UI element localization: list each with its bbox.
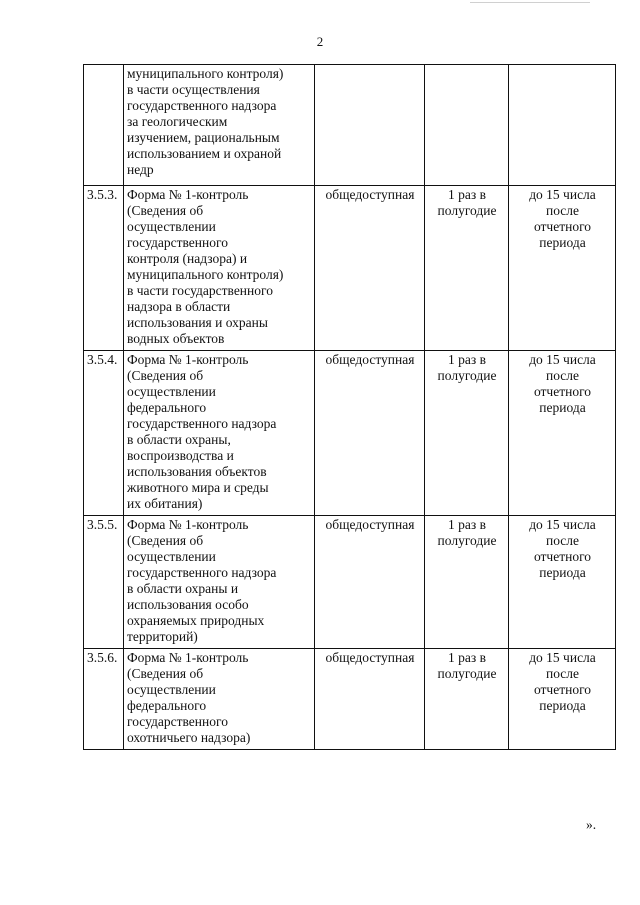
text-line: охотничьего надзора): [127, 730, 251, 745]
cell-number: 3.5.3.: [84, 186, 124, 351]
text-line: использования особо: [127, 597, 249, 612]
cell-form-name: [124, 516, 315, 649]
text-line: воспроизводства и: [127, 448, 234, 463]
cell-frequency: [425, 351, 509, 516]
text-line: после: [545, 533, 580, 548]
table-row-3-5-3: [84, 186, 616, 351]
text-line: до 15 числа: [529, 517, 596, 532]
cell-access-empty: [315, 65, 425, 186]
text-line: их обитания): [127, 496, 203, 511]
text-line: использования объектов: [127, 464, 267, 479]
text-line: государственного: [127, 235, 228, 250]
text-line: осуществлении: [127, 549, 216, 564]
text-line: водных объектов: [127, 331, 225, 346]
text-line: полугодие: [437, 666, 497, 681]
text-line: периода: [539, 400, 586, 415]
cell-form-name: [124, 186, 315, 351]
text-line: 1 раз в: [448, 187, 486, 202]
text-line: Форма № 1-контроль: [127, 187, 249, 202]
text-line: осуществлении: [127, 682, 216, 697]
cell-number: 3.5.6.: [84, 649, 124, 750]
closing-quote-mark: ».: [586, 817, 597, 832]
text-line: в части государственного: [127, 283, 273, 298]
text-line: полугодие: [437, 203, 497, 218]
text-line: надзора в области: [127, 299, 231, 314]
text-line: государственного надзора: [127, 98, 277, 113]
text-line: Форма № 1-контроль: [127, 352, 249, 367]
text-line: муниципального контроля): [127, 66, 284, 81]
cell-number: 3.5.4.: [84, 351, 124, 516]
text-line: осуществлении: [127, 219, 216, 234]
text-line: периода: [539, 565, 586, 580]
text-line: (Сведения об: [127, 666, 204, 681]
text-line: осуществлении: [127, 384, 216, 399]
text-line: до 15 числа: [529, 650, 596, 665]
cell-number: 3.5.5.: [84, 516, 124, 649]
cell-deadline: [509, 351, 616, 516]
text-line: федерального: [127, 698, 207, 713]
cell-deadline: [509, 516, 616, 649]
cell-number-empty: [84, 65, 124, 186]
cell-frequency: [425, 186, 509, 351]
text-line: после: [545, 368, 580, 383]
table-row-3-5-4: [84, 351, 616, 516]
cell-frequency-empty: [425, 65, 509, 186]
table-row-continuation: [84, 65, 616, 186]
cell-access: общедоступная: [315, 186, 425, 351]
text-line: государственного надзора: [127, 565, 277, 580]
table-body: [84, 65, 616, 750]
cell-deadline: [509, 649, 616, 750]
text-line: периода: [539, 235, 586, 250]
cell-deadline: [509, 186, 616, 351]
text-line: (Сведения об: [127, 368, 204, 383]
cell-deadline-empty: [509, 65, 616, 186]
text-line: государственного: [127, 714, 228, 729]
text-line: государственного надзора: [127, 416, 277, 431]
text-line: в части осуществления: [127, 82, 260, 97]
text-line: (Сведения об: [127, 533, 204, 548]
text-line: животного мира и среды: [127, 480, 269, 495]
text-line: в области охраны и: [127, 581, 239, 596]
text-line: за геологическим: [127, 114, 228, 129]
cell-access: общедоступная: [315, 351, 425, 516]
text-line: до 15 числа: [529, 187, 596, 202]
table-row-3-5-5: [84, 516, 616, 649]
cell-form-name: [124, 351, 315, 516]
text-line: полугодие: [437, 533, 497, 548]
text-line: после: [545, 203, 580, 218]
text-line: муниципального контроля): [127, 267, 284, 282]
text-line: 1 раз в: [448, 650, 486, 665]
text-line: контроля (надзора) и: [127, 251, 248, 266]
text-line: недр: [127, 162, 154, 177]
cell-frequency: [425, 649, 509, 750]
text-line: отчетного: [533, 549, 592, 564]
cell-form-name: [124, 649, 315, 750]
text-line: использованием и охраной: [127, 146, 282, 161]
text-line: федерального: [127, 400, 207, 415]
text-line: изучением, рациональным: [127, 130, 280, 145]
cell-access: общедоступная: [315, 516, 425, 649]
text-line: использования и охраны: [127, 315, 268, 330]
text-line: отчетного: [533, 384, 592, 399]
text-line: территорий): [127, 629, 198, 644]
text-line: 1 раз в: [448, 517, 486, 532]
text-line: 1 раз в: [448, 352, 486, 367]
text-line: периода: [539, 698, 586, 713]
cell-form-name: [124, 65, 315, 186]
text-line: Форма № 1-контроль: [127, 650, 249, 665]
text-line: (Сведения об: [127, 203, 204, 218]
text-line: полугодие: [437, 368, 497, 383]
cell-frequency: [425, 516, 509, 649]
text-line: отчетного: [533, 219, 592, 234]
text-line: до 15 числа: [529, 352, 596, 367]
reporting-forms-table: [83, 64, 616, 750]
page-number: 2: [316, 34, 324, 49]
table-row-3-5-6: [84, 649, 616, 750]
text-line: охраняемых природных: [127, 613, 265, 628]
text-line: после: [545, 666, 580, 681]
text-line: Форма № 1-контроль: [127, 517, 249, 532]
scan-edge-mark: [470, 2, 590, 3]
text-line: в области охраны,: [127, 432, 231, 447]
cell-access: общедоступная: [315, 649, 425, 750]
text-line: отчетного: [533, 682, 592, 697]
